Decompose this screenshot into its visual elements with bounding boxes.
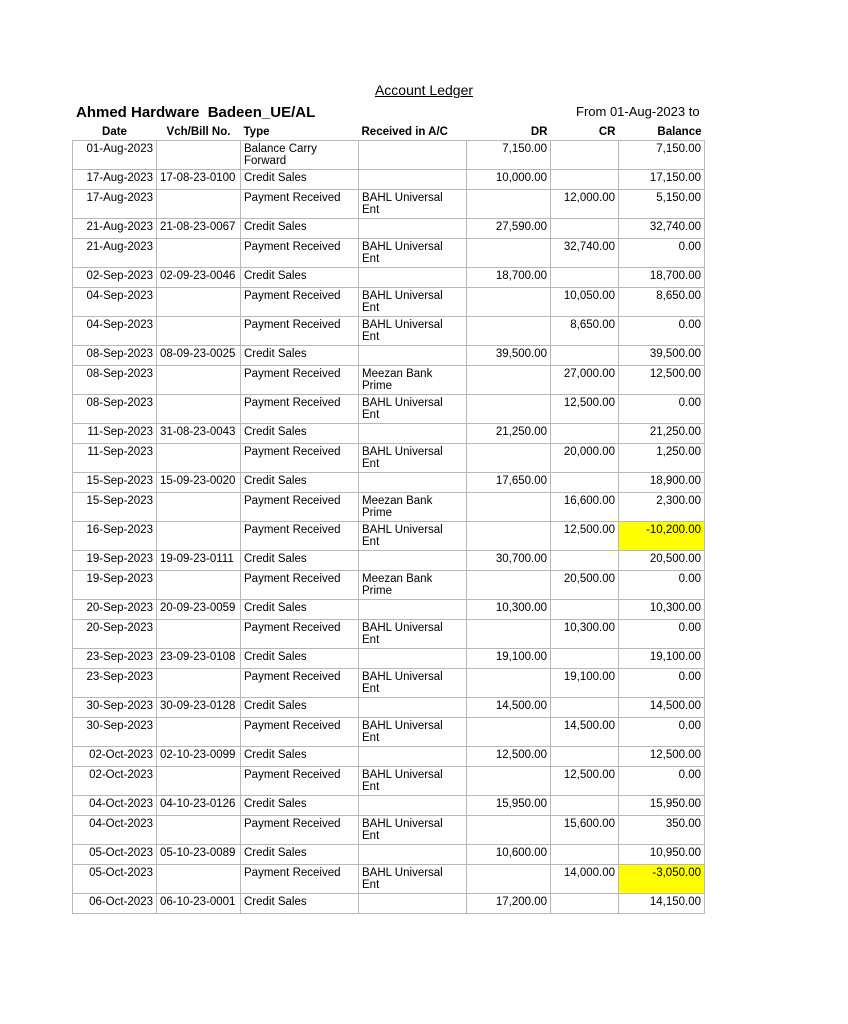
table-row — [73, 718, 705, 747]
header-dr: DR — [530, 126, 548, 138]
cell-vch-bill-no — [157, 317, 241, 346]
cell-dr: 14,500.00 — [467, 698, 551, 718]
cell-date: 04-Oct-2023 — [73, 796, 157, 816]
table-row — [73, 141, 705, 170]
table-row — [73, 444, 705, 473]
cell-cr: 19,100.00 — [551, 669, 619, 698]
cell-cr: 20,500.00 — [551, 571, 619, 600]
cell-cr — [551, 551, 619, 571]
cell-received-in-ac: BAHL Universal Ent — [359, 767, 467, 796]
cell-dr: 7,150.00 — [467, 141, 551, 170]
cell-vch-bill-no: 19-09-23-0111 — [157, 551, 241, 571]
cell-date: 08-Sep-2023 — [73, 366, 157, 395]
cell-received-in-ac — [359, 600, 467, 620]
cell-cr — [551, 141, 619, 170]
cell-cr: 10,300.00 — [551, 620, 619, 649]
cell-vch-bill-no: 30-09-23-0128 — [157, 698, 241, 718]
cell-date: 06-Oct-2023 — [73, 894, 157, 914]
cell-balance: 7,150.00 — [619, 141, 705, 170]
cell-balance: 8,650.00 — [619, 288, 705, 317]
cell-date: 05-Oct-2023 — [73, 865, 157, 894]
cell-dr — [467, 190, 551, 219]
cell-type: Payment Received — [241, 288, 359, 317]
cell-balance: 15,950.00 — [619, 796, 705, 816]
cell-cr — [551, 424, 619, 444]
cell-received-in-ac: BAHL Universal Ent — [359, 444, 467, 473]
table-row — [73, 698, 705, 718]
cell-cr: 20,000.00 — [551, 444, 619, 473]
cell-cr — [551, 170, 619, 190]
cell-vch-bill-no — [157, 493, 241, 522]
cell-dr — [467, 865, 551, 894]
cell-type: Payment Received — [241, 190, 359, 219]
cell-cr: 27,000.00 — [551, 366, 619, 395]
cell-cr — [551, 894, 619, 914]
cell-type: Payment Received — [241, 444, 359, 473]
cell-balance: 0.00 — [619, 767, 705, 796]
cell-type: Credit Sales — [241, 747, 359, 767]
cell-received-in-ac: Meezan Bank Prime — [359, 493, 467, 522]
cell-balance: 18,700.00 — [619, 268, 705, 288]
cell-received-in-ac — [359, 346, 467, 366]
cell-type: Credit Sales — [241, 268, 359, 288]
cell-received-in-ac — [359, 698, 467, 718]
cell-vch-bill-no: 08-09-23-0025 — [157, 346, 241, 366]
cell-type: Payment Received — [241, 767, 359, 796]
cell-vch-bill-no — [157, 620, 241, 649]
table-row — [73, 620, 705, 649]
cell-dr: 10,300.00 — [467, 600, 551, 620]
cell-type: Payment Received — [241, 816, 359, 845]
cell-type: Credit Sales — [241, 551, 359, 571]
cell-date: 04-Sep-2023 — [73, 288, 157, 317]
cell-date: 08-Sep-2023 — [73, 346, 157, 366]
cell-dr: 10,000.00 — [467, 170, 551, 190]
cell-balance: 39,500.00 — [619, 346, 705, 366]
cell-received-in-ac — [359, 649, 467, 669]
cell-dr — [467, 816, 551, 845]
table-row — [73, 219, 705, 239]
cell-received-in-ac: BAHL Universal Ent — [359, 395, 467, 424]
table-row — [73, 346, 705, 366]
cell-type: Payment Received — [241, 669, 359, 698]
cell-date: 30-Sep-2023 — [73, 718, 157, 747]
cell-vch-bill-no — [157, 190, 241, 219]
cell-vch-bill-no: 02-09-23-0046 — [157, 268, 241, 288]
cell-vch-bill-no: 31-08-23-0043 — [157, 424, 241, 444]
cell-balance: 14,150.00 — [619, 894, 705, 914]
cell-received-in-ac: Meezan Bank Prime — [359, 366, 467, 395]
cell-date: 20-Sep-2023 — [73, 620, 157, 649]
header-vch-bill-no: Vch/Bill No. — [166, 126, 231, 138]
cell-date: 01-Aug-2023 — [73, 141, 157, 170]
cell-balance: 14,500.00 — [619, 698, 705, 718]
cell-type: Credit Sales — [241, 649, 359, 669]
cell-cr — [551, 845, 619, 865]
header-type: Type — [243, 126, 270, 138]
cell-balance: 10,300.00 — [619, 600, 705, 620]
cell-date: 15-Sep-2023 — [73, 493, 157, 522]
cell-cr: 14,000.00 — [551, 865, 619, 894]
cell-date: 04-Oct-2023 — [73, 816, 157, 845]
cell-vch-bill-no — [157, 865, 241, 894]
table-row — [73, 317, 705, 346]
cell-received-in-ac: BAHL Universal Ent — [359, 288, 467, 317]
table-row — [73, 865, 705, 894]
cell-vch-bill-no: 06-10-23-0001 — [157, 894, 241, 914]
cell-balance: 0.00 — [619, 239, 705, 268]
cell-dr — [467, 493, 551, 522]
cell-dr — [467, 718, 551, 747]
cell-received-in-ac: BAHL Universal Ent — [359, 816, 467, 845]
company-name: Ahmed Hardware Badeen_UE/AL — [76, 104, 316, 121]
table-row — [73, 424, 705, 444]
cell-vch-bill-no: 04-10-23-0126 — [157, 796, 241, 816]
header-received-in-ac: Received in A/C — [361, 126, 448, 138]
cell-type: Credit Sales — [241, 346, 359, 366]
cell-received-in-ac: BAHL Universal Ent — [359, 190, 467, 219]
cell-date: 17-Aug-2023 — [73, 170, 157, 190]
cell-type: Payment Received — [241, 239, 359, 268]
ledger-table-area — [72, 124, 702, 944]
cell-dr: 30,700.00 — [467, 551, 551, 571]
cell-cr: 32,740.00 — [551, 239, 619, 268]
cell-type: Credit Sales — [241, 796, 359, 816]
cell-type: Balance Carry Forward — [241, 141, 359, 170]
cell-balance: 0.00 — [619, 571, 705, 600]
table-row — [73, 190, 705, 219]
cell-balance: 32,740.00 — [619, 219, 705, 239]
cell-dr — [467, 288, 551, 317]
cell-type: Credit Sales — [241, 845, 359, 865]
cell-vch-bill-no — [157, 288, 241, 317]
cell-dr — [467, 669, 551, 698]
cell-cr — [551, 600, 619, 620]
cell-type: Payment Received — [241, 865, 359, 894]
table-row — [73, 268, 705, 288]
cell-received-in-ac — [359, 170, 467, 190]
cell-received-in-ac — [359, 747, 467, 767]
cell-vch-bill-no: 15-09-23-0020 — [157, 473, 241, 493]
cell-type: Credit Sales — [241, 600, 359, 620]
cell-vch-bill-no — [157, 816, 241, 845]
cell-balance: 0.00 — [619, 669, 705, 698]
cell-vch-bill-no: 23-09-23-0108 — [157, 649, 241, 669]
cell-dr — [467, 239, 551, 268]
table-row — [73, 522, 705, 551]
ledger-title: Account Ledger — [374, 82, 474, 98]
cell-balance: 20,500.00 — [619, 551, 705, 571]
cell-vch-bill-no: 21-08-23-0067 — [157, 219, 241, 239]
cell-cr: 12,500.00 — [551, 767, 619, 796]
cell-dr: 19,100.00 — [467, 649, 551, 669]
cell-cr: 16,600.00 — [551, 493, 619, 522]
cell-type: Credit Sales — [241, 170, 359, 190]
table-row — [73, 571, 705, 600]
table-row — [73, 473, 705, 493]
cell-balance: 10,950.00 — [619, 845, 705, 865]
cell-received-in-ac: BAHL Universal Ent — [359, 620, 467, 649]
cell-dr — [467, 444, 551, 473]
header-date: Date — [102, 126, 127, 138]
cell-type: Payment Received — [241, 718, 359, 747]
cell-cr: 15,600.00 — [551, 816, 619, 845]
cell-vch-bill-no — [157, 239, 241, 268]
cell-vch-bill-no — [157, 669, 241, 698]
cell-type: Payment Received — [241, 571, 359, 600]
cell-cr: 12,000.00 — [551, 190, 619, 219]
cell-vch-bill-no — [157, 366, 241, 395]
table-row — [73, 239, 705, 268]
cell-date: 02-Sep-2023 — [73, 268, 157, 288]
cell-vch-bill-no — [157, 444, 241, 473]
cell-date: 11-Sep-2023 — [73, 424, 157, 444]
cell-dr: 15,950.00 — [467, 796, 551, 816]
cell-cr — [551, 268, 619, 288]
cell-dr — [467, 620, 551, 649]
cell-cr: 14,500.00 — [551, 718, 619, 747]
cell-vch-bill-no — [157, 522, 241, 551]
table-row — [73, 767, 705, 796]
cell-received-in-ac — [359, 473, 467, 493]
cell-balance: 0.00 — [619, 620, 705, 649]
cell-date: 20-Sep-2023 — [73, 600, 157, 620]
table-row — [73, 288, 705, 317]
cell-balance: 17,150.00 — [619, 170, 705, 190]
cell-cr — [551, 219, 619, 239]
cell-vch-bill-no — [157, 718, 241, 747]
cell-cr — [551, 796, 619, 816]
cell-balance: 0.00 — [619, 395, 705, 424]
cell-date: 11-Sep-2023 — [73, 444, 157, 473]
cell-balance: 2,300.00 — [619, 493, 705, 522]
cell-balance: 0.00 — [619, 317, 705, 346]
cell-balance: -10,200.00 — [619, 522, 705, 551]
ledger-header — [73, 124, 705, 141]
header-balance: Balance — [657, 126, 702, 138]
table-row — [73, 170, 705, 190]
cell-received-in-ac — [359, 268, 467, 288]
cell-date: 05-Oct-2023 — [73, 845, 157, 865]
cell-date: 30-Sep-2023 — [73, 698, 157, 718]
cell-dr — [467, 522, 551, 551]
cell-date: 15-Sep-2023 — [73, 473, 157, 493]
cell-type: Credit Sales — [241, 473, 359, 493]
cell-type: Payment Received — [241, 366, 359, 395]
cell-dr — [467, 767, 551, 796]
cell-date: 17-Aug-2023 — [73, 190, 157, 219]
cell-received-in-ac — [359, 219, 467, 239]
ledger-table — [72, 124, 705, 914]
cell-dr — [467, 571, 551, 600]
cell-received-in-ac — [359, 141, 467, 170]
cell-received-in-ac: BAHL Universal Ent — [359, 669, 467, 698]
cell-dr: 21,250.00 — [467, 424, 551, 444]
cell-received-in-ac — [359, 845, 467, 865]
ledger-body — [73, 141, 705, 914]
cell-type: Payment Received — [241, 317, 359, 346]
cell-balance: -3,050.00 — [619, 865, 705, 894]
table-row — [73, 816, 705, 845]
cell-balance: 350.00 — [619, 816, 705, 845]
cell-dr: 18,700.00 — [467, 268, 551, 288]
cell-balance: 12,500.00 — [619, 747, 705, 767]
cell-balance: 12,500.00 — [619, 366, 705, 395]
cell-vch-bill-no — [157, 141, 241, 170]
cell-balance: 18,900.00 — [619, 473, 705, 493]
cell-date: 21-Aug-2023 — [73, 239, 157, 268]
cell-type: Credit Sales — [241, 424, 359, 444]
cell-date: 08-Sep-2023 — [73, 395, 157, 424]
cell-vch-bill-no — [157, 571, 241, 600]
cell-date: 23-Sep-2023 — [73, 649, 157, 669]
cell-date: 16-Sep-2023 — [73, 522, 157, 551]
cell-balance: 21,250.00 — [619, 424, 705, 444]
cell-cr — [551, 747, 619, 767]
cell-cr: 8,650.00 — [551, 317, 619, 346]
table-row — [73, 366, 705, 395]
cell-cr: 12,500.00 — [551, 395, 619, 424]
table-row — [73, 649, 705, 669]
cell-type: Credit Sales — [241, 219, 359, 239]
cell-dr: 12,500.00 — [467, 747, 551, 767]
cell-dr: 17,650.00 — [467, 473, 551, 493]
cell-received-in-ac: BAHL Universal Ent — [359, 317, 467, 346]
cell-date: 19-Sep-2023 — [73, 571, 157, 600]
cell-date: 02-Oct-2023 — [73, 767, 157, 796]
table-row — [73, 669, 705, 698]
table-row — [73, 395, 705, 424]
cell-type: Payment Received — [241, 620, 359, 649]
cell-received-in-ac — [359, 796, 467, 816]
cell-date: 04-Sep-2023 — [73, 317, 157, 346]
cell-cr — [551, 649, 619, 669]
cell-type: Credit Sales — [241, 698, 359, 718]
cell-vch-bill-no: 02-10-23-0099 — [157, 747, 241, 767]
cell-type: Payment Received — [241, 522, 359, 551]
table-row — [73, 600, 705, 620]
cell-dr: 10,600.00 — [467, 845, 551, 865]
cell-dr: 17,200.00 — [467, 894, 551, 914]
cell-received-in-ac — [359, 424, 467, 444]
cell-balance: 1,250.00 — [619, 444, 705, 473]
cell-vch-bill-no: 20-09-23-0059 — [157, 600, 241, 620]
cell-dr — [467, 395, 551, 424]
table-row — [73, 894, 705, 914]
cell-vch-bill-no: 05-10-23-0089 — [157, 845, 241, 865]
cell-received-in-ac: BAHL Universal Ent — [359, 865, 467, 894]
cell-balance: 5,150.00 — [619, 190, 705, 219]
cell-received-in-ac — [359, 551, 467, 571]
cell-date: 19-Sep-2023 — [73, 551, 157, 571]
cell-type: Payment Received — [241, 395, 359, 424]
cell-cr: 10,050.00 — [551, 288, 619, 317]
cell-cr: 12,500.00 — [551, 522, 619, 551]
table-row — [73, 796, 705, 816]
header-cr: CR — [598, 126, 616, 138]
cell-balance: 19,100.00 — [619, 649, 705, 669]
cell-received-in-ac: BAHL Universal Ent — [359, 718, 467, 747]
cell-cr — [551, 698, 619, 718]
cell-vch-bill-no: 17-08-23-0100 — [157, 170, 241, 190]
cell-dr: 39,500.00 — [467, 346, 551, 366]
table-row — [73, 747, 705, 767]
cell-received-in-ac: BAHL Universal Ent — [359, 522, 467, 551]
cell-dr: 27,590.00 — [467, 219, 551, 239]
table-row — [73, 493, 705, 522]
cell-cr — [551, 473, 619, 493]
cell-received-in-ac: Meezan Bank Prime — [359, 571, 467, 600]
cell-received-in-ac: BAHL Universal Ent — [359, 239, 467, 268]
table-row — [73, 845, 705, 865]
table-row — [73, 551, 705, 571]
cell-vch-bill-no — [157, 767, 241, 796]
cell-dr — [467, 366, 551, 395]
cell-date: 23-Sep-2023 — [73, 669, 157, 698]
cell-date: 21-Aug-2023 — [73, 219, 157, 239]
cell-dr — [467, 317, 551, 346]
period-range: From 01-Aug-2023 to — [576, 104, 700, 119]
cell-vch-bill-no — [157, 395, 241, 424]
cell-received-in-ac — [359, 894, 467, 914]
cell-cr — [551, 346, 619, 366]
cell-date: 02-Oct-2023 — [73, 747, 157, 767]
cell-type: Payment Received — [241, 493, 359, 522]
cell-balance: 0.00 — [619, 718, 705, 747]
cell-type: Credit Sales — [241, 894, 359, 914]
